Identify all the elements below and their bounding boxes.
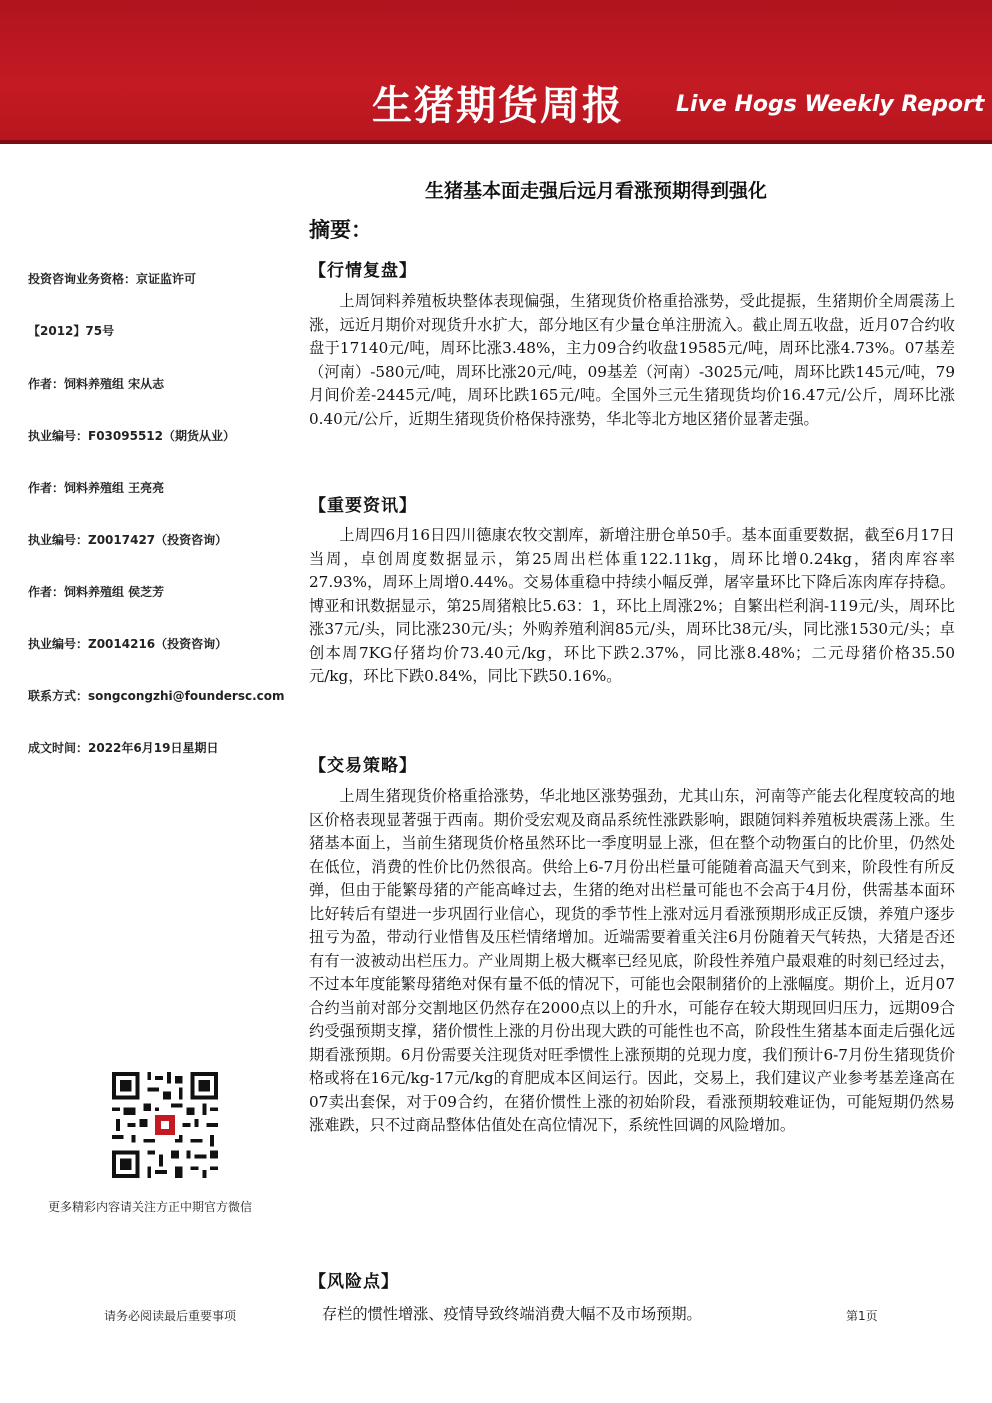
section-heading-market-review: 【行情复盘】 [309, 261, 417, 281]
sidebar-contact[interactable]: 联系方式：songcongzhi@foundersc.com [28, 689, 285, 703]
section-body-risk: 存栏的惯性增涨、疫情导致终端消费大幅不及市场预期。 [322, 1305, 702, 1323]
sidebar-author-2: 作者：饲料养殖组 王亮亮 [28, 481, 165, 495]
sidebar-qualification: 投资咨询业务资格：京证监许可 [28, 272, 197, 286]
header-banner [0, 0, 992, 140]
sidebar-author-1: 作者：饲料养殖组 宋从志 [28, 377, 165, 391]
header-title: 生猪期货周报 [372, 83, 624, 129]
section-body-strategy: 上周生猪现货价格重拾涨势，华北地区涨势强劲，尤其山东，河南等产能去化程度较高的地区价格表现显著强于西南。期价受宏观及商品系统性涨跌影响，跟随饲料养殖板块震荡上涨。生猪基本面上，当前生猪现货价格虽然环比一季度明显上涨，但在整个动物蛋白的比价里，仍然处在低位，消费的性价比仍然很高。供给上6-7月份出栏量可能随着高温天气到来，阶段性有所反弹，但由于能繁母猪的产能高峰过去，生猪的绝对出栏量可能也不会高于4月份，供需基本面环比好转后有望进一步巩固行业信心，现货的季节性上涨对远月看涨预期形成正反馈，养殖户逐步扭亏为盈，带动行业惜售及压栏情绪增加。近端需要着重关注6月份随着天气转热，大猪是否还有有一波被动出栏压力。产业周期上极大概率已经见底，阶段性养殖户最艰难的时刻已经过去，不过本年度能繁母猪绝对保有量不低的情况下，可能也会限制猪价的上涨幅度。期价上，近月07合约当前对部分交割地区仍然存在2000点以上的升水，可能存在较大期现回归压力，远期09合约受强预期支撑，猪价惯性上涨的月份出现大跌的可能性也不高，阶段性生猪基本面走后强化远期看涨预期。6月份需要关注现货对旺季惯性上涨预期的兑现力度，我们预计6-7月份生猪现货价格或将在16元/kg-17元/kg的育肥成本区间运行。因此，交易上，我们建议产业参考基差逢高在07卖出套保，对于09合约，在猪价惯性上涨的初始阶段，看涨预期较难证伪，可能短期仍然易涨难跌，只不过商品整体估值处在高位情况下，系统性回调的风险增加。 [309, 787, 955, 1134]
abstract-label: 摘要： [309, 218, 372, 242]
document-title: 生猪基本面走强后远月看涨预期得到强化 [424, 180, 767, 202]
sidebar-cert-2: 执业编号：Z0017427（投资咨询） [28, 533, 228, 547]
sidebar-date: 成文时间：2022年6月19日星期日 [28, 741, 219, 755]
section-heading-strategy: 【交易策略】 [309, 756, 417, 776]
sidebar-license-number: 【2012】75号 [28, 324, 115, 338]
footer-disclaimer: 请务必阅读最后重要事项 [104, 1309, 237, 1323]
sidebar-cert-3: 执业编号：Z0014216（投资咨询） [28, 637, 228, 651]
section-body-news: 上周四6月16日四川德康农牧交割库，新增注册仓单50手。基本面重要数据，截至6月17日当周，卓创周度数据显示，第25周出栏体重122.11kg，周环比增0.24kg，猪肉库容率27.93%，周环上周增0.44%。交易体重稳中持续小幅反弹，屠宰量环比下降后冻肉库存持稳。博亚和讯数据显示，第25周猪粮比5.63：1，环比上周涨2%；自繁出栏利润-119元/头，周环比涨37元/头，同比涨230元/头；外购养殖利润85元/头，周环比38元/头，同比涨1530元/头；卓创本周7KG仔猪均价73.40元/kg，环比下跌2.37%，同比涨8.48%；二元母猪价格35.50元/kg，环比下跌0.84%，同比下跌50.16%。 [309, 526, 955, 685]
page-number: 第1页 [846, 1309, 878, 1323]
qr-caption: 更多精彩内容请关注方正中期官方微信 [48, 1200, 253, 1214]
section-heading-news: 【重要资讯】 [309, 496, 417, 516]
section-heading-risk: 【风险点】 [309, 1272, 399, 1292]
header-subtitle: Live Hogs Weekly Report [676, 92, 985, 117]
section-body-market-review: 上周饲料养殖板块整体表现偏强，生猪现货价格重拾涨势，受此提振，生猪期价全周震荡上涨，远近月期价对现货升水扩大，部分地区有少量仓单注册流入。截止周五收盘，近月07合约收盘于17140元/吨，周环比涨3.48%，主力09合约收盘19585元/吨，周环比涨4.73%。07基差（河南）-580元/吨，周环比涨20元/吨，09基差（河南）-3025元/吨，周环比跌145元/吨，79月间价差-2445元/吨，周环比跌165元/吨。全国外三元生猪现货均价16.47元/公斤，周环比涨0.40元/公斤，近期生猪现货价格保持涨势，华北等北方地区猪价显著走强。 [309, 292, 955, 428]
sidebar-author-3: 作者：饲料养殖组 侯芝芳 [28, 585, 165, 599]
qr-code-icon [108, 1068, 222, 1182]
sidebar-cert-1: 执业编号：F03095512（期货从业） [28, 429, 235, 443]
